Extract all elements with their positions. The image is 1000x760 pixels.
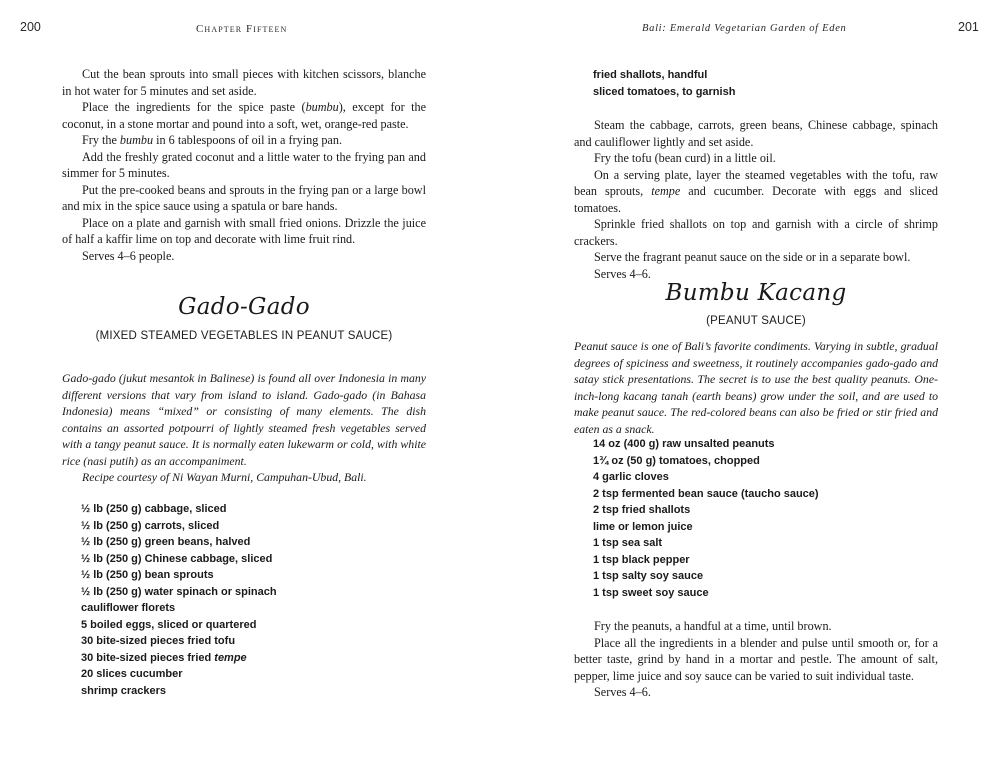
list-item: 5 boiled eggs, sliced or quartered	[81, 618, 257, 631]
list-item: 1 tsp sweet soy sauce	[593, 586, 709, 599]
sauce-method-text	[574, 618, 938, 701]
list-item: 20 slices cucumber	[81, 668, 183, 680]
recipe-title: Bumbu Kacang	[665, 280, 847, 306]
recipe-description: Gado-gado (jukut mesantok in Balinese) is found all over Indonesia in many different versions that vary from island to island. Gado-gado (in Bahasa Indonesia) means “mixed” or consisting of many elements. The dish contains an assorted potpourri of lightly steamed fresh vegetables served with a tangy peanut sauce. It is normally eaten lukewarm or cold, with white rice (nasi putih) as an accompaniment. Recipe courtesy of Ni Wayan Murni, Campuhan-Ubud, Bali.	[62, 371, 426, 484]
list-item: 30 bite-sized pieces fried tofu	[81, 635, 236, 647]
running-head-left: Chapter Fifteen	[196, 23, 288, 35]
list-item: lime or lemon juice	[593, 520, 693, 533]
page-number-left: 200	[20, 20, 41, 34]
list-item: 14 oz (400 g) raw unsalted peanuts	[593, 438, 775, 450]
list-item: ½ lb (250 g) water spinach or spinach	[81, 585, 277, 598]
page-number-right: 201	[958, 20, 979, 34]
list-item: 1 tsp black pepper	[593, 553, 690, 566]
paragraph: Serves 4–6.	[594, 685, 651, 699]
paragraph: Place all the ingredients in a blender and pulse until smooth or, for a better taste, grind by hand in a mortar and pestle. The amount of salt, pepper, lime juice and soy sauce can be varied to suit individual taste.	[574, 635, 938, 683]
paragraph: Put the pre-cooked beans and sprouts in the frying pan or a large bowl and mix in the spice sauce using a spatula or bare hands.	[62, 182, 426, 213]
list-item: cauliflower florets	[81, 602, 176, 614]
method-text	[574, 117, 938, 282]
list-item: 1¾ oz (50 g) tomatoes, chopped	[593, 454, 760, 467]
paragraph: Fry the peanuts, a handful at a time, until brown.	[594, 619, 832, 633]
recipe-subtitle: (MIXED STEAMED VEGETABLES IN PEANUT SAUCE)	[95, 330, 393, 342]
list-item: shrimp crackers	[81, 684, 166, 697]
paragraph: Serves 4–6 people.	[82, 248, 175, 263]
running-head-right: Bali: Emerald Vegetarian Garden of Eden	[642, 23, 847, 34]
list-item: ½ lb (250 g) carrots, sliced	[81, 519, 220, 532]
recipe-title: Gado-Gado	[178, 294, 310, 320]
paragraph: Cut the bean sprouts into small pieces with kitchen scissors, blanche in hot water for 5 minutes and set aside.	[62, 67, 426, 98]
list-item: 1 tsp sea salt	[593, 537, 663, 549]
paragraph: Add the freshly grated coconut and a little water to the frying pan and simmer for 5 minutes.	[62, 149, 426, 180]
list-item: ½ lb (250 g) green beans, halved	[81, 536, 251, 548]
list-item: sliced tomatoes, to garnish	[593, 85, 736, 98]
intro-text	[62, 66, 426, 264]
list-item: 1 tsp salty soy sauce	[593, 570, 704, 582]
recipe-subtitle: (PEANUT SAUCE)	[706, 315, 806, 327]
paragraph: Sprinkle fried shallots on top and garnish with a circle of shrimp crackers.	[574, 217, 938, 248]
recipe-credit: Recipe courtesy of Ni Wayan Murni, Campuhan-Ubud, Bali.	[82, 470, 367, 484]
list-item: 2 tsp fermented bean sauce (taucho sauce)	[593, 487, 819, 500]
list-item: ½ lb (250 g) bean sprouts	[81, 569, 214, 581]
paragraph: On a serving plate, layer the steamed vegetables with the tofu, raw bean sprouts, tempe and cucumber. Decorate with eggs and sliced tomatoes.	[574, 167, 939, 215]
list-item: fried shallots, handful	[593, 69, 708, 81]
ingredient-list	[81, 501, 277, 699]
list-item: ½ lb (250 g) cabbage, sliced	[81, 503, 227, 515]
list-item: 4 garlic cloves	[593, 471, 669, 483]
ingredient-list	[593, 436, 819, 601]
paragraph: Serves 4–6.	[594, 266, 651, 281]
list-item: 30 bite-sized pieces fried tempe	[81, 651, 247, 664]
paragraph: Place the ingredients for the spice paste (bumbu), except for the coconut, in a stone mortar and pound into a soft, wet, orange-red paste.	[62, 100, 426, 131]
recipe-description: Peanut sauce is one of Bali’s favorite condiments. Varying in subtle, gradual degrees of spiciness and sweetness, it routinely accompanies gado-gado and satay stick presentations. The secret is to use the best quality peanuts. One-inch-long kacang tanah (earth beans) grow under the soil, and are used to make peanut sauce. The red-colored beans can also be fried or stir fried and eaten as a snack.	[574, 339, 938, 436]
paragraph: Fry the bumbu in 6 tablespoons of oil in a frying pan.	[82, 133, 342, 147]
right-page	[500, 0, 1000, 760]
paragraph: Place on a plate and garnish with small fried onions. Drizzle the juice of half a kaffir lime on top and decorate with lime fruit rind.	[62, 215, 426, 246]
continued-ingredients	[593, 67, 735, 100]
paragraph: Steam the cabbage, carrots, green beans, Chinese cabbage, spinach and cauliflower lightly and set aside.	[574, 118, 938, 149]
paragraph: Serve the fragrant peanut sauce on the side or in a separate bowl.	[594, 250, 911, 264]
paragraph: Fry the tofu (bean curd) in a little oil.	[594, 151, 776, 165]
list-item: ½ lb (250 g) Chinese cabbage, sliced	[81, 552, 273, 565]
list-item: 2 tsp fried shallots	[593, 504, 691, 516]
